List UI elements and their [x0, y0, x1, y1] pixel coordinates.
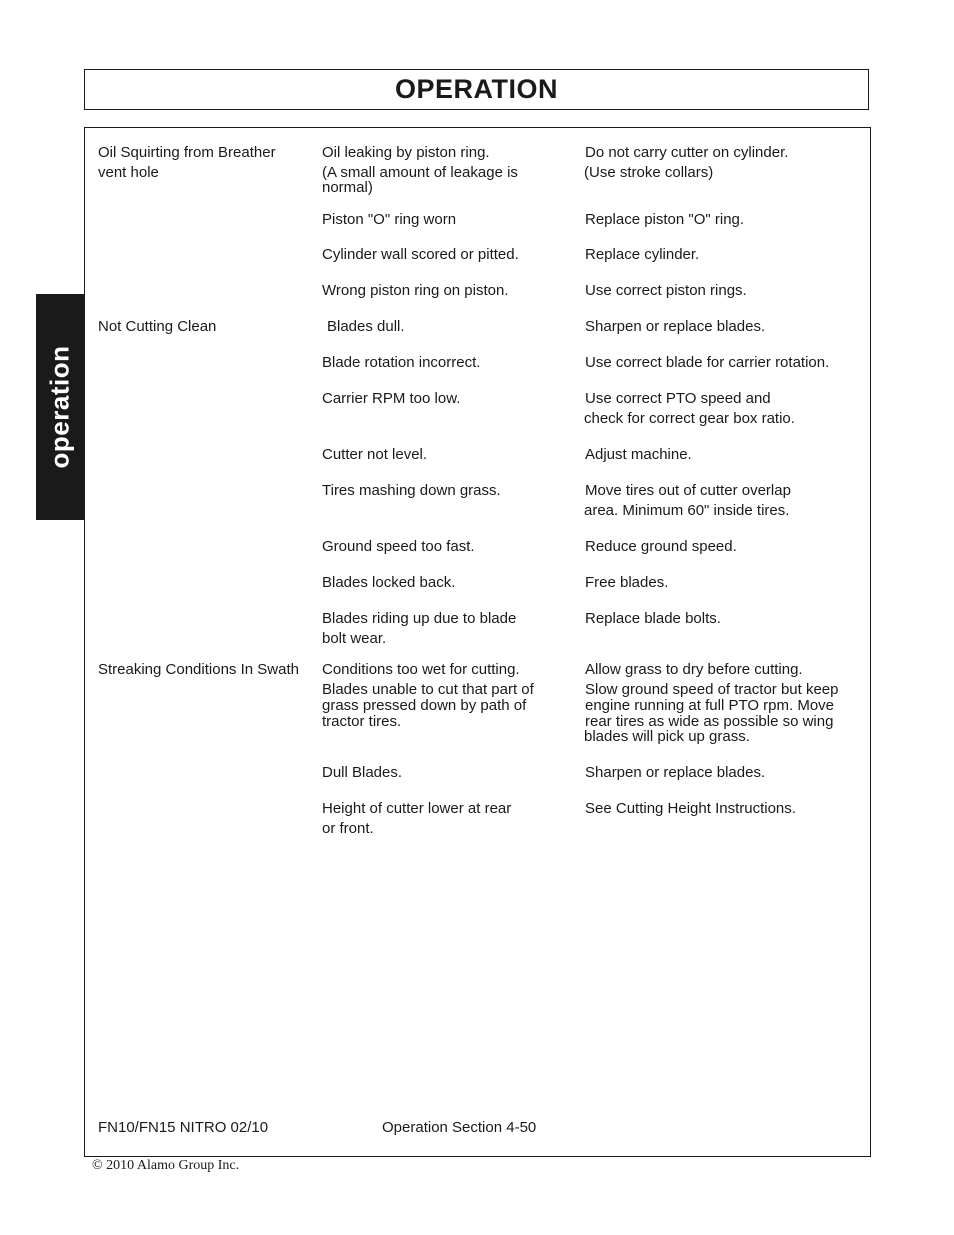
cause-text: Wrong piston ring on piston.	[322, 282, 509, 299]
footer-model: FN10/FN15 NITRO 02/10	[98, 1119, 269, 1136]
cause-text: Blade rotation incorrect.	[322, 354, 481, 371]
remedy-text: Move tires out of cutter overlap	[585, 482, 791, 499]
cause-text: normal)	[322, 179, 373, 196]
header-box	[84, 69, 869, 110]
cause-text: Blades riding up due to blade	[322, 610, 517, 627]
remedy-text: Sharpen or replace blades.	[585, 764, 766, 781]
problem-text: Oil Squirting from Breather	[98, 144, 276, 161]
remedy-text: Sharpen or replace blades.	[585, 318, 766, 335]
remedy-text: (Use stroke collars)	[584, 164, 714, 181]
cause-text: tractor tires.	[322, 713, 402, 730]
cause-text: Dull Blades.	[322, 764, 403, 781]
remedy-text: area. Minimum 60" inside tires.	[584, 502, 790, 519]
remedy-text: See Cutting Height Instructions.	[585, 800, 796, 817]
cause-text: Cutter not level.	[322, 446, 428, 463]
cause-text: Oil leaking by piston ring.	[322, 144, 490, 161]
remedy-text: Allow grass to dry before cutting.	[585, 661, 803, 678]
side-tab	[36, 294, 84, 520]
cause-text: Blades locked back.	[322, 574, 456, 591]
cause-text: grass pressed down by path of	[322, 697, 527, 714]
remedy-text: Use correct piston rings.	[585, 282, 747, 299]
cause-text: Blades unable to cut that part of	[322, 681, 534, 698]
cause-text: Ground speed too fast.	[322, 538, 475, 555]
cause-text: Carrier RPM too low.	[322, 390, 461, 407]
cause-text: Height of cutter lower at rear	[322, 800, 512, 817]
side-tab-label: operation	[44, 345, 75, 469]
remedy-text: blades will pick up grass.	[584, 728, 750, 745]
problem-text: vent hole	[98, 164, 159, 181]
remedy-text: Free blades.	[585, 574, 669, 591]
remedy-text: Do not carry cutter on cylinder.	[585, 144, 789, 161]
remedy-text: engine running at full PTO rpm. Move	[585, 697, 835, 714]
remedy-text: rear tires as wide as possible so wing	[585, 713, 834, 730]
remedy-text: Replace blade bolts.	[585, 610, 721, 627]
remedy-text: Reduce ground speed.	[585, 538, 737, 555]
remedy-text: check for correct gear box ratio.	[584, 410, 795, 427]
cause-text: Blades dull.	[327, 318, 405, 335]
remedy-text: Use correct blade for carrier rotation.	[585, 354, 830, 371]
remedy-text: Slow ground speed of tractor but keep	[585, 681, 839, 698]
page-title: OPERATION	[394, 74, 558, 104]
remedy-text: Replace piston "O" ring.	[585, 211, 745, 228]
cause-text: Piston "O" ring worn	[322, 211, 457, 228]
remedy-text: Adjust machine.	[585, 446, 692, 463]
remedy-text: Use correct PTO speed and	[585, 390, 771, 407]
cause-text: bolt wear.	[322, 630, 387, 647]
cause-text: (A small amount of leakage is	[322, 164, 518, 181]
cause-text: or front.	[322, 820, 374, 837]
problem-text: Not Cutting Clean	[98, 318, 217, 335]
copyright: © 2010 Alamo Group Inc.	[92, 1158, 240, 1173]
cause-text: Cylinder wall scored or pitted.	[322, 246, 519, 263]
problem-text: Streaking Conditions In Swath	[98, 661, 299, 678]
footer-section: Operation Section 4-50	[382, 1119, 537, 1136]
cause-text: Conditions too wet for cutting.	[322, 661, 520, 678]
remedy-text: Replace cylinder.	[585, 246, 700, 263]
cause-text: Tires mashing down grass.	[322, 482, 501, 499]
